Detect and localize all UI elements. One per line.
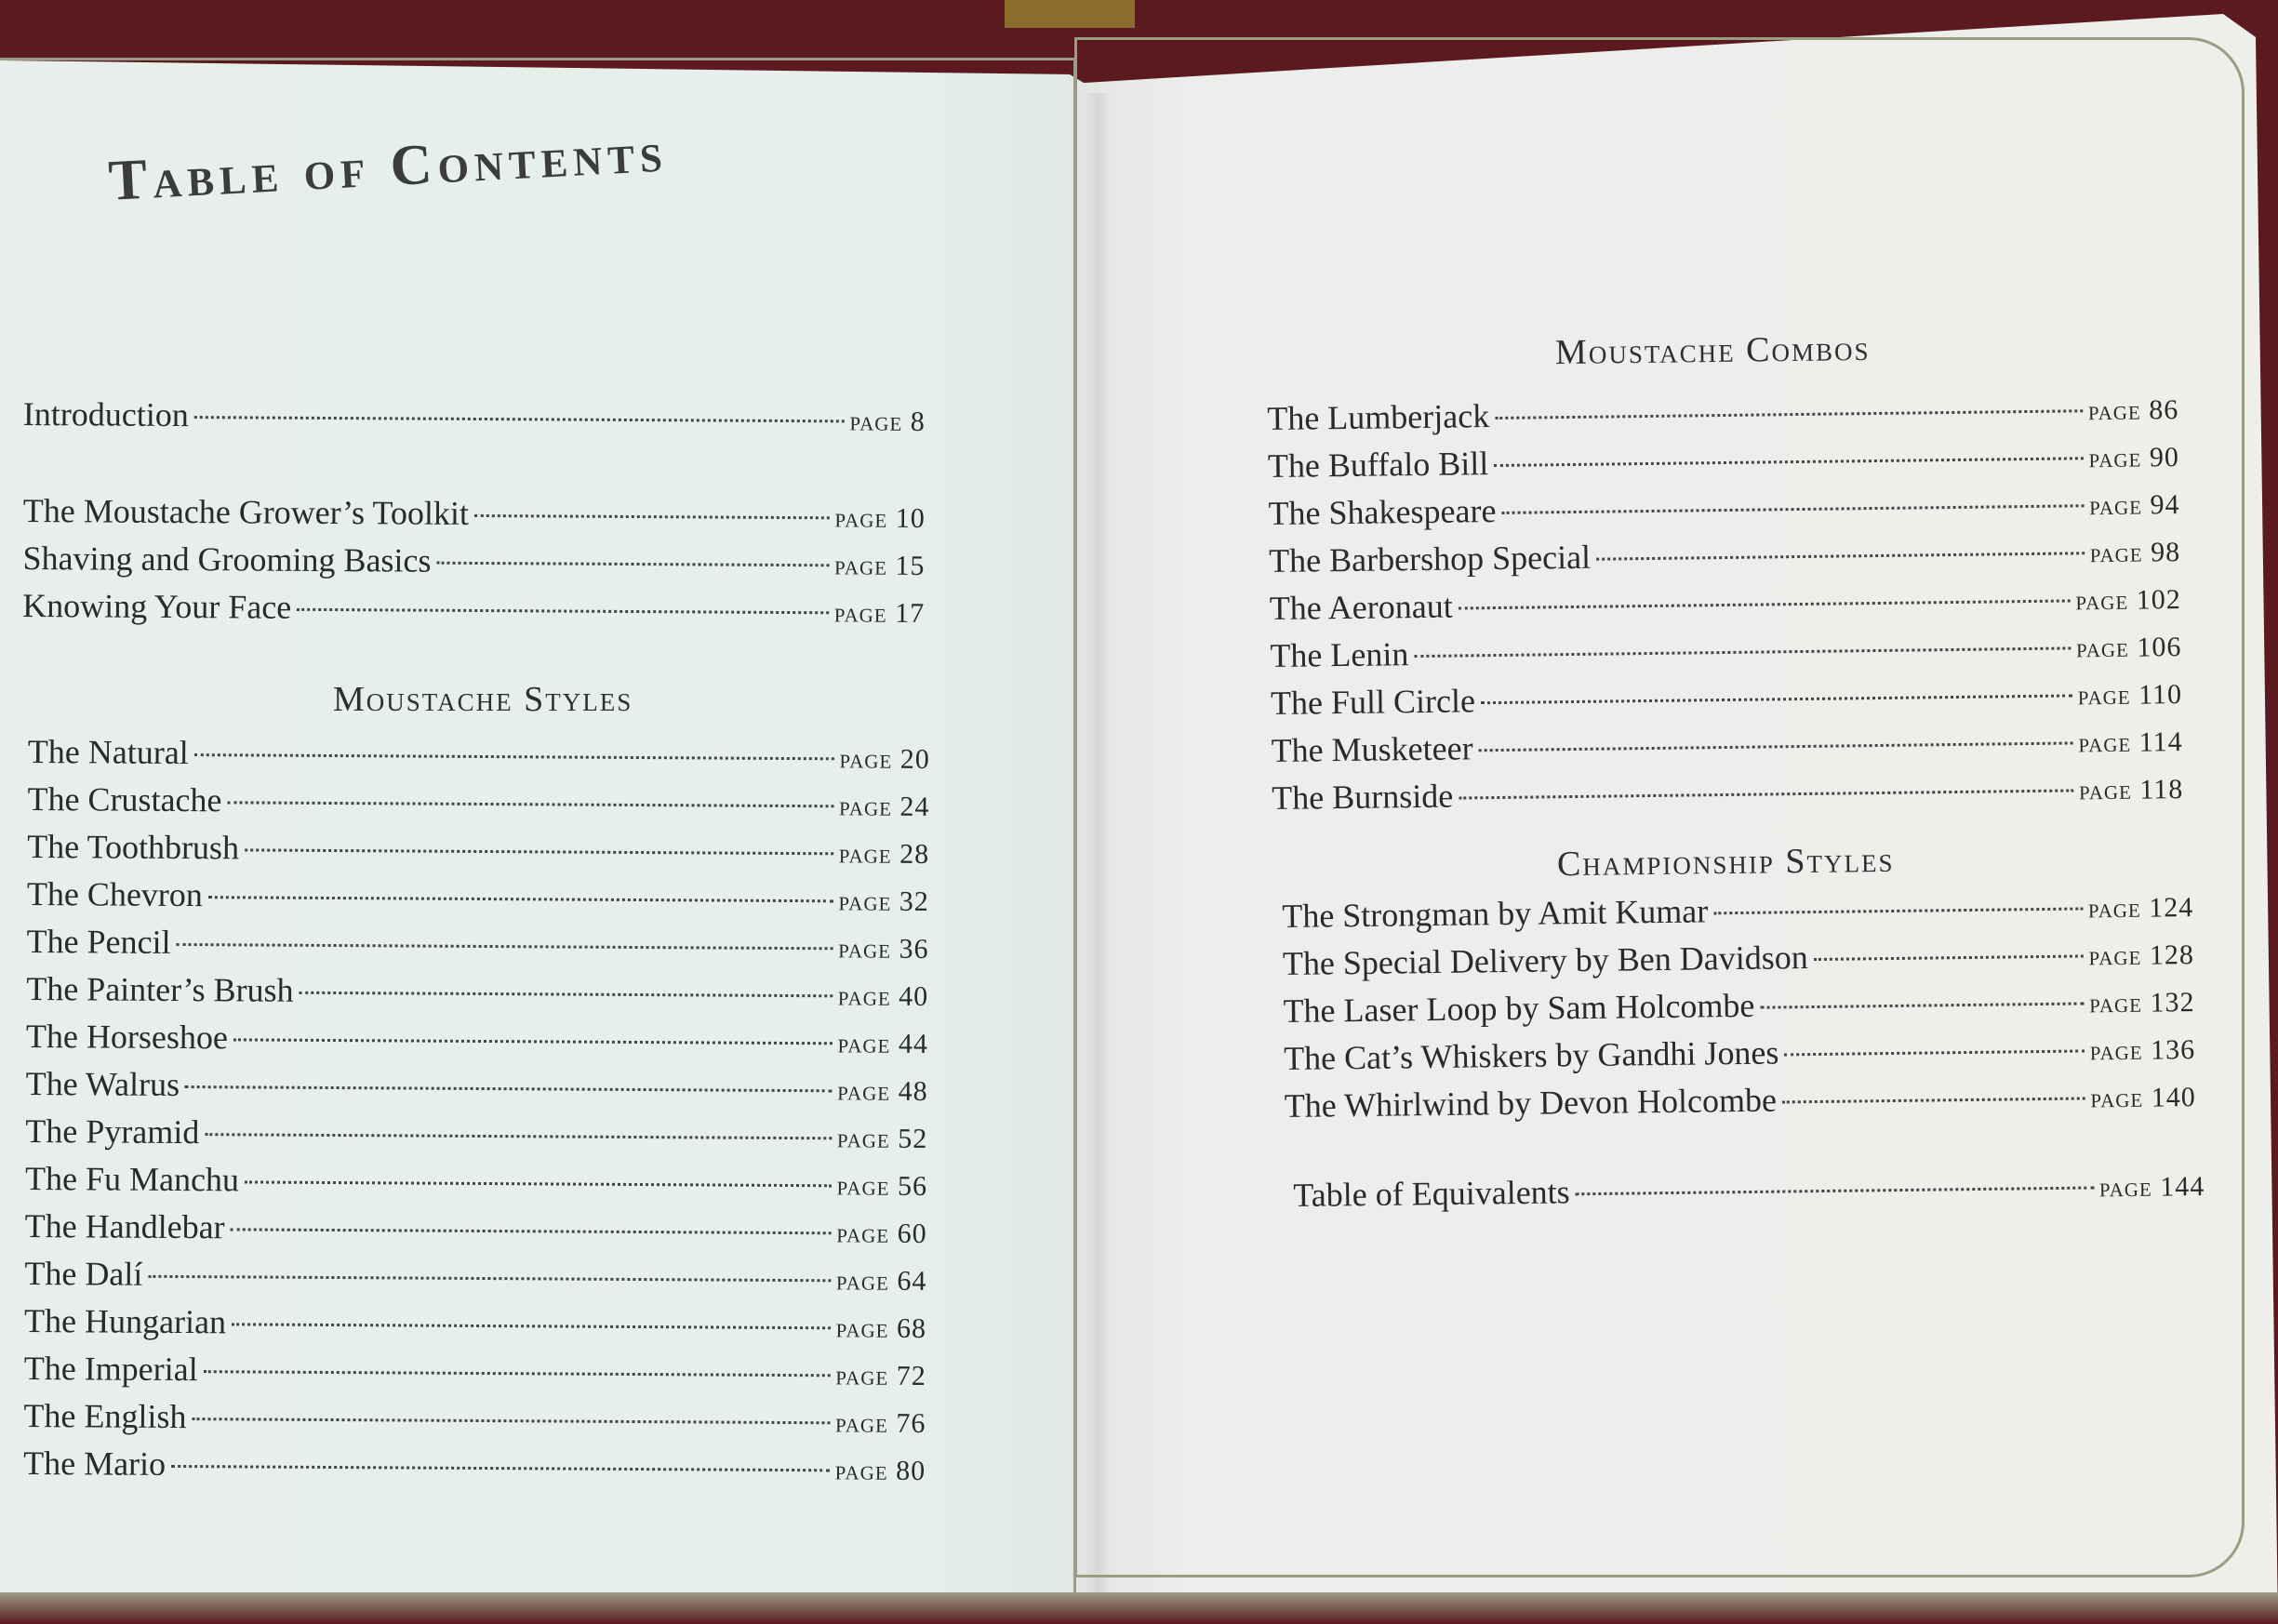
toc-entry-page: page 76 — [834, 1407, 926, 1439]
toc-entry-title: The Hungarian — [23, 1301, 227, 1341]
toc-entry-page: page 8 — [849, 406, 926, 437]
dot-leader — [1576, 1186, 2094, 1195]
toc-entry-title: The Lumberjack — [1267, 397, 1490, 437]
book-gutter — [1084, 93, 1112, 1624]
combos-list — [1267, 384, 2184, 822]
dot-leader — [1596, 552, 2085, 560]
section-heading-styles: Moustache Styles — [333, 680, 633, 719]
dot-leader — [1481, 694, 2072, 704]
dot-leader — [1784, 1049, 2084, 1056]
toc-entry-title: The Walrus — [25, 1064, 180, 1104]
dot-leader — [194, 416, 845, 422]
toc-entry-title: The Laser Loop by Sam Holcombe — [1283, 986, 1755, 1030]
toc-entry-page: page 28 — [838, 838, 930, 870]
toc-entry-page: page 136 — [2089, 1034, 2196, 1067]
toc-entry — [27, 871, 929, 924]
toc-entry-title: The Handlebar — [24, 1206, 225, 1246]
styles-list — [23, 728, 930, 1493]
dot-leader — [1459, 789, 2073, 799]
toc-entry-title: The Horseshoe — [25, 1017, 229, 1057]
dot-leader — [192, 1418, 830, 1424]
toc-entry-page: page 98 — [2089, 537, 2181, 569]
toc-entry — [24, 1250, 926, 1303]
toc-entry-page: page 94 — [2088, 489, 2180, 522]
toc-entry-title: The Mario — [23, 1444, 167, 1483]
toc-entry-page: page 106 — [2075, 632, 2182, 664]
toc-entry-title: The Cat’s Whiskers by Gandhi Jones — [1283, 1033, 1779, 1077]
toc-entry — [26, 918, 928, 971]
toc-entry-page: page 114 — [2078, 725, 2183, 759]
toc-entry-page: page 32 — [838, 885, 929, 917]
dot-leader — [1782, 1097, 2085, 1103]
section-heading-championship: Championship Styles — [1556, 840, 1895, 885]
intro-list — [23, 391, 926, 444]
toc-entry-title: The Lenin — [1270, 635, 1409, 674]
dot-leader — [436, 562, 829, 567]
toc-entry-title: The Musketeer — [1271, 729, 1473, 769]
toc-entry — [25, 1155, 927, 1208]
toc-entry — [26, 1060, 928, 1113]
dot-leader — [245, 1180, 832, 1187]
toc-entry-page: page 10 — [834, 502, 926, 534]
dot-leader — [177, 943, 833, 950]
dot-leader — [1414, 646, 2071, 658]
dot-leader — [204, 1370, 831, 1377]
toc-entry-title: The Natural — [27, 732, 189, 772]
toc-entry-title: The Painter’s Brush — [26, 969, 294, 1009]
dot-leader — [1495, 409, 2083, 419]
championship-list — [1282, 882, 2196, 1130]
dot-leader — [1760, 1002, 2084, 1008]
page-title: Table of Contents — [107, 120, 670, 213]
toc-entry-page: page 80 — [834, 1455, 926, 1486]
toc-entry-title: The Barbershop Special — [1268, 538, 1592, 579]
dot-leader — [231, 1228, 832, 1234]
dot-leader — [171, 1465, 830, 1471]
toc-entry-page: page 24 — [838, 791, 930, 822]
dot-leader — [227, 801, 833, 807]
dot-leader — [474, 514, 830, 519]
toc-entry-title: The Fu Manchu — [24, 1159, 240, 1199]
toc-entry — [26, 1013, 928, 1066]
toc-entry-page: page 132 — [2088, 987, 2195, 1019]
toc-entry-page: page 144 — [2098, 1171, 2205, 1204]
toc-entry-page: page 56 — [836, 1170, 928, 1202]
toc-entry-page: page 20 — [839, 743, 930, 775]
toc-entry-title: The Imperial — [23, 1349, 198, 1389]
dot-leader — [1494, 457, 2083, 467]
toc-entry — [28, 728, 930, 781]
toc-entry — [24, 1298, 926, 1351]
toc-entry-title: The Pyramid — [25, 1112, 200, 1151]
toc-entry-page: page 124 — [2087, 892, 2194, 925]
dot-leader — [208, 896, 833, 902]
backdrop — [1005, 0, 1135, 28]
toc-entry-title: The Moustache Grower’s Toolkit — [22, 491, 470, 532]
toc-entry-page: page 17 — [833, 597, 926, 629]
toc-entry-page: page 60 — [836, 1218, 927, 1249]
toc-entry-title: The English — [23, 1396, 187, 1436]
toc-entry-page: page 140 — [2090, 1082, 2196, 1114]
toc-entry-page: page 40 — [837, 980, 929, 1012]
toc-entry-title: The Aeronaut — [1269, 587, 1453, 627]
toc-entry-page: page 64 — [835, 1265, 927, 1297]
toc-entry-page: page 86 — [2087, 394, 2179, 427]
toc-entry — [23, 487, 926, 540]
toc-entry — [26, 965, 928, 1018]
toc-entry-title: Introduction — [22, 394, 189, 434]
toc-entry — [22, 535, 925, 588]
toc-entry-page: page 36 — [838, 933, 929, 965]
toc-entry-title: The Dalí — [24, 1254, 143, 1293]
toc-entry-title: The Shakespeare — [1268, 492, 1497, 532]
toc-entry-title: Knowing Your Face — [22, 586, 292, 626]
toc-entry-title: The Burnside — [1272, 777, 1454, 817]
toc-entry-page: page 110 — [2077, 679, 2183, 712]
toc-entry-title: The Whirlwind by Devon Holcombe — [1284, 1081, 1778, 1125]
dot-leader — [1501, 504, 2084, 514]
dot-leader — [1814, 954, 2084, 961]
dot-leader — [297, 608, 829, 614]
toc-entry — [27, 823, 929, 876]
toc-entry-page: page 48 — [837, 1075, 928, 1107]
toc-entry-page: page 128 — [2088, 939, 2195, 972]
toc-entry — [23, 1392, 926, 1445]
toc-entry — [27, 776, 929, 829]
dot-leader — [148, 1275, 831, 1282]
toc-entry-title: Shaving and Grooming Basics — [22, 539, 432, 579]
toc-entry — [25, 1203, 927, 1256]
toc-entry-title: The Full Circle — [1270, 682, 1476, 722]
toc-entry — [22, 582, 925, 635]
dot-leader — [1479, 741, 2073, 752]
toc-entry — [23, 391, 926, 444]
dot-leader — [232, 1323, 831, 1329]
toc-entry — [23, 1440, 926, 1493]
toc-entry-page: page 102 — [2075, 584, 2181, 617]
toc-entry-page: page 118 — [2078, 773, 2184, 806]
toc-entry-title: The Chevron — [26, 874, 203, 914]
dot-leader — [1713, 907, 2083, 914]
toc-entry-title: The Pencil — [26, 922, 171, 961]
toc-entry-title: The Buffalo Bill — [1267, 445, 1489, 485]
toc-entry-page: page 72 — [835, 1360, 926, 1391]
toc-entry-title: The Crustache — [27, 779, 222, 819]
toc-entry-page: page 15 — [833, 550, 926, 581]
toc-entry-page: page 90 — [2088, 442, 2180, 474]
toc-entry-page: page 52 — [836, 1123, 928, 1154]
dot-leader — [245, 848, 833, 855]
toc-entry-page: page 44 — [837, 1028, 929, 1059]
toc-entry-page: page 68 — [835, 1312, 927, 1344]
toc-entry — [25, 1108, 927, 1161]
dot-leader — [185, 1085, 832, 1092]
toc-entry — [24, 1345, 926, 1398]
dot-leader — [300, 992, 833, 998]
dot-leader — [1459, 599, 2071, 609]
toc-entry-title: Table of Equivalents — [1293, 1173, 1570, 1214]
toc-entry-title: The Strongman by Amit Kumar — [1282, 892, 1709, 935]
toc-entry-title: The Special Delivery by Ben Davidson — [1282, 938, 1808, 982]
dot-leader — [233, 1038, 833, 1045]
dot-leader — [205, 1133, 832, 1139]
basics-list — [22, 487, 926, 635]
section-heading-combos: Moustache Combos — [1554, 328, 1871, 373]
toc-entry-title: The Toothbrush — [27, 827, 240, 867]
dot-leader — [194, 753, 834, 760]
book-cover-edge — [0, 1592, 2278, 1624]
